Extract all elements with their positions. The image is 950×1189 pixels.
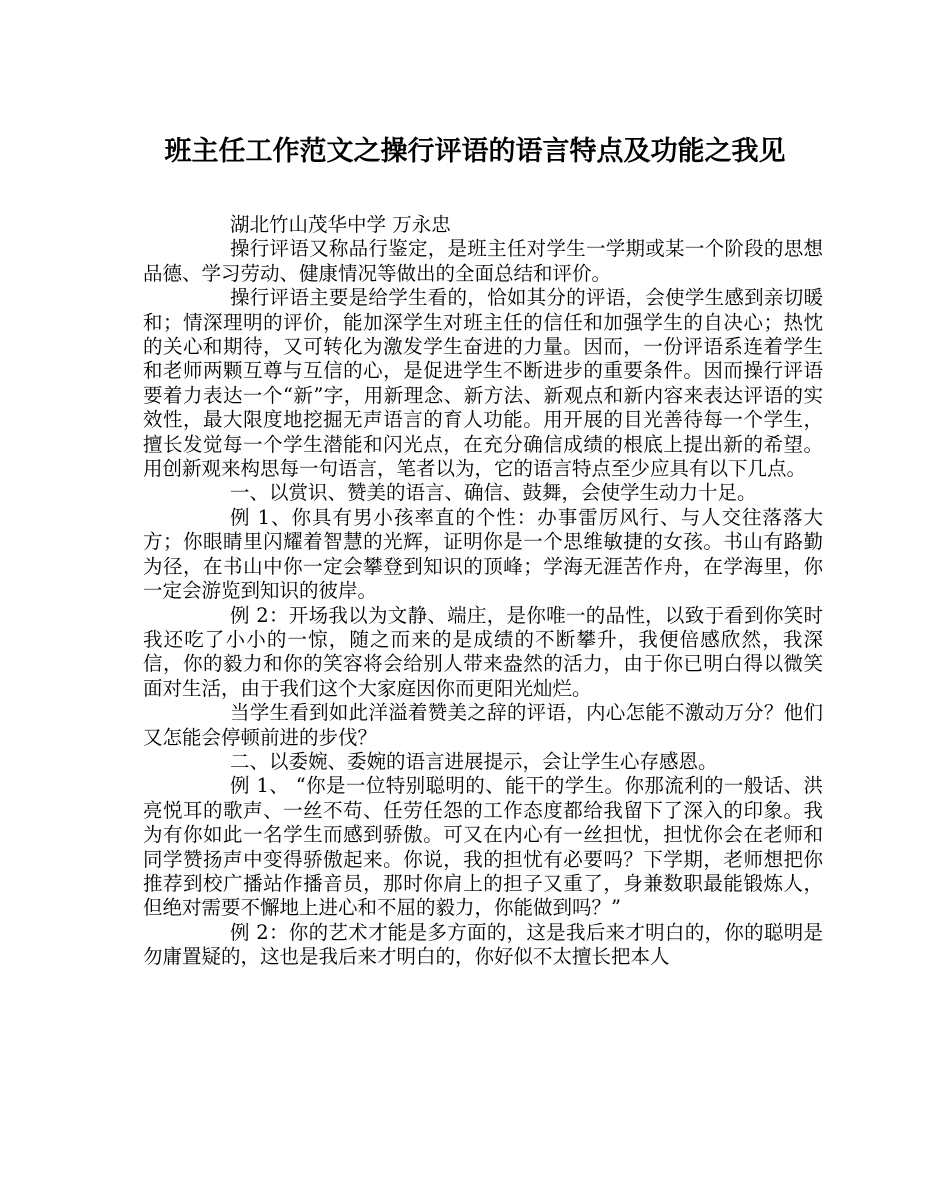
document-body xyxy=(143,213,823,970)
section-heading: 一、以赏识、赞美的语言、确信、鼓舞，会使学生动力十足。 xyxy=(230,481,757,505)
paragraph: 操行评语主要是给学生看的，恰如其分的评语，会使学生感到亲切暖和；情深理明的评价，能加深学生对班主任的信任和加强学生的自决心；热忱的关心和期待，又可转化为激发学生奋进的力量。因而，一份评语系连着学生和老师两颗互尊与互信的心，是促进学生不断进步的重要条件。因而操行评语要着力表达一个“新”字，用新理念、新方法、新观点和新内容来表达评语的实效性，最大限度地挖掘无声语言的育人功能。用开展的目光善待每一个学生，擅长发觉每一个学生潜能和闪光点，在充分确信成绩的根底上提出新的希望。用创新观来构思每一句语言，笔者以为，它的语言特点至少应具有以下几点。 xyxy=(143,286,823,481)
paragraph: 操行评语又称品行鉴定，是班主任对学生一学期或某一个阶段的思想品德、学习劳动、健康情况等做出的全面总结和评价。 xyxy=(143,237,823,285)
section-heading: 二、以委婉、委婉的语言进展提示，会让学生心存感恩。 xyxy=(230,749,718,773)
example-paragraph: 例 2：你的艺术才能是多方面的，这是我后来才明白的，你的聪明是勿庸置疑的，这也是我后来才明白的，你好似不太擅长把本人 xyxy=(143,920,823,969)
paragraph: 当学生看到如此洋溢着赞美之辞的评语，内心怎能不激动万分？他们又怎能会停顿前进的步伐？ xyxy=(143,701,823,749)
example-paragraph: 例 1、你具有男小孩率直的个性：办事雷厉风行、与人交往落落大方；你眼睛里闪耀着智慧的光辉，证明你是一个思维敏捷的女孩。书山有路勤为径，在书山中你一定会攀登到知识的顶峰；学海无涯苦作舟，在学海里，你一定会游览到知识的彼岸。 xyxy=(143,505,823,603)
example-paragraph: 例 2：开场我以为文静、端庄，是你唯一的品性，以致于看到你笑时我还吃了小小的一惊，随之而来的是成绩的不断攀升，我便倍感欣然，我深信，你的毅力和你的笑容将会给别人带来盎然的活力，由于你已明白得以微笑面对生活，由于我们这个大家庭因你而更阳光灿烂。 xyxy=(143,603,823,700)
author-line: 湖北竹山茂华中学 万永忠 xyxy=(230,213,451,236)
document-title: 班主任工作范文之操行评语的语言特点及功能之我见 xyxy=(164,136,786,167)
example-paragraph: 例 1、 “你是一位特别聪明的、能干的学生。你那流利的一般话、洪亮悦耳的歌声、一丝不苟、任劳任怨的工作态度都给我留下了深入的印象。我为有你如此一名学生而感到骄傲。可又在内心有一丝担忧，担忧你会在老师和同学赞扬声中变得骄傲起来。你说，我的担忧有必要吗？下学期，老师想把你推荐到校广播站作播音员，那时你肩上的担子又重了，身兼数职最能锻炼人，但绝对需要不懈地上进心和不屈的毅力，你能做到吗？” xyxy=(143,774,823,920)
